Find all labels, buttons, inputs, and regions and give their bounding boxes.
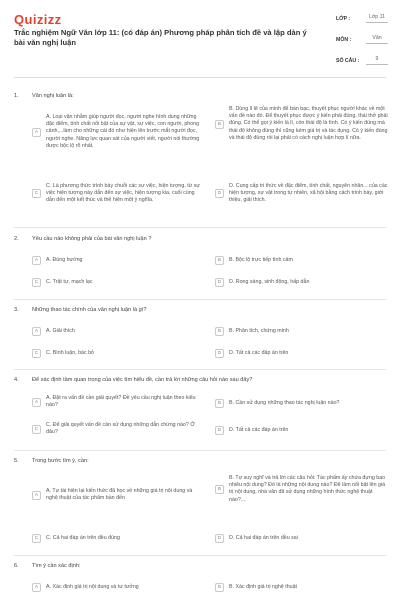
option-text: A. Xác định giá trị nội dung và tư tưởng [46,583,139,590]
question-number: 5. [14,458,19,464]
worksheet-title: Trắc nghiệm Ngữ Văn lớp 11: (có đáp án) Phương pháp phân tích đề và lập dàn ý bài văn nghị luận [14,28,307,47]
option-text: D. Cả hai đáp án trên đều sai [229,534,298,541]
option-letter: A [32,583,41,592]
subject-label: MÔN : [336,37,352,43]
option-text: D. Tất cả các đáp án trên [229,349,289,356]
question-number: 2. [14,236,19,242]
option-text: B. Tự suy nghĩ và trả lời các câu hỏi: Tác phẩm ấy chứa đựng bao nhiêu nội dung? Đó là những nội dung nào? Để làm nổi bật lên giá trị nội dung, nhà văn đã sử dụng những hình thức nghệ thuật nào?... [229,475,386,503]
option-letter: C [32,349,41,358]
class-value: Lớp 11 [366,14,388,23]
header-divider [14,77,386,78]
option-a[interactable] [32,583,202,592]
question-divider [14,227,386,228]
option-letter: B [215,399,224,408]
worksheet-header [0,0,400,72]
option-text: A. Đúng hướng [46,256,83,263]
option-letter: D [215,189,224,198]
option-a[interactable] [32,114,202,150]
option-letter: C [32,278,41,287]
count-label: SỐ CÂU : [336,58,360,64]
question-number: 3. [14,307,19,313]
meta-subject-row [336,35,390,56]
option-a[interactable] [32,395,202,409]
option-text: C. Là phương thức trình bày chuỗi các sự việc, hiện tượng, từ sự việc hiện tượng này dẫn đến sự việc, hiện tượng kia, cuối cùng dẫn đến một kết thúc và thể hiện một ý nghĩa. [46,183,200,204]
question-number: 1. [14,93,19,99]
question-number: 4. [14,377,19,383]
option-letter: D [215,278,224,287]
option-b[interactable] [215,106,390,142]
option-text: B. Xác định giá trị nghệ thuật [229,583,298,590]
option-text: B. Cần sử dụng những thao tác nghị luận nào? [229,399,340,406]
option-text: D. Cung cấp tri thức về đặc điểm, tính chất, nguyên nhân... của các hiện tượng, sự vật trong tự nhiên, xã hội bằng cách trình bày, giới thiệu, giải thích. [229,183,388,204]
option-a[interactable] [32,256,202,265]
option-text: A. Đặt ra vấn đề cần giải quyết? Đề yêu cầu nghị luận theo kiểu nào? [46,395,196,409]
option-a[interactable] [32,327,202,336]
worksheet-meta [336,14,390,77]
meta-class-row [336,14,390,35]
option-letter: B [215,327,224,336]
question-divider [14,555,386,556]
option-text: D. Tất cả các đáp án trên [229,426,289,433]
option-letter: B [215,120,224,129]
option-c[interactable] [32,422,202,436]
question-number: 6. [14,563,19,569]
option-letter: B [215,583,224,592]
option-text: A. Loại văn nhằm giúp người đọc, người nghe hình dung những đặc điểm, tính chất nổi bật của sự vật, sự việc, con người, phong cảnh,...làm cho những cái đó như hiện lên trước mắt người đọc, người nghe. Năng lực quan sát của người viết, người nói thường được bộc lộ rõ nhất. [46,114,200,149]
option-b[interactable] [215,475,390,504]
option-d[interactable] [215,183,390,205]
question-text: Để xác định tầm quan trọng của việc tìm hiểu đề, cần trả lời những câu hỏi nào sau đây? [32,377,253,383]
option-text: C. Để giải quyết vấn đề cần sử dụng những dẫn chứng nào? Ở đâu? [46,422,195,436]
option-letter: A [32,256,41,265]
option-text: C. Cả hai đáp án trên đều đúng [46,534,120,541]
option-d[interactable] [215,278,390,287]
question-divider [14,450,386,451]
option-d[interactable] [215,349,390,358]
option-letter: A [32,491,41,500]
question-text: Những thao tác chính của văn nghị luận là gì? [32,307,147,313]
subject-value: Văn [366,35,388,44]
option-letter: A [32,398,41,407]
meta-count-row [336,56,390,77]
question-divider [14,299,386,300]
option-letter: D [215,534,224,543]
option-letter: C [32,534,41,543]
quizizz-logo: Quizizz [14,12,62,27]
option-b[interactable] [215,583,390,592]
option-text: D. Rong sáng, sinh động, hấp dẫn [229,278,310,285]
question-text: Trong bước tìm ý, cần: [32,458,89,464]
question-text: Yêu cầu nào không phải của bài văn nghị luận ? [32,236,152,242]
option-text: B. Phân tích, chứng minh [229,327,289,334]
option-letter: A [32,327,41,336]
option-letter: C [32,425,41,434]
option-letter: B [215,256,224,265]
option-text: C. Bình luận, bác bỏ [46,349,94,356]
option-letter: D [215,349,224,358]
option-text: B. Dùng lí lẽ của mình để bàn bạc, thuyết phục người khác về một vấn đề nào đó. Để thuyết phục được ý kiến phải đúng, thái thở phải đúng. Có thể gọi ý kiến là lí, còn thái độ là tình. Có ý kiến đúng mà thái độ không đúng thì cũng kém giá trị và tác dụng. Có ý kiến đúng và thái độ đúng rồi lại phải có cách nghị luận hợp lí nữa. [229,106,388,141]
option-d[interactable] [215,426,390,435]
question-text: Văn nghị luận là: [32,93,74,99]
option-c[interactable] [32,534,202,543]
option-b[interactable] [215,327,390,336]
option-b[interactable] [215,399,390,408]
option-a[interactable] [32,488,202,502]
option-letter: D [215,426,224,435]
option-text: B. Bộc lộ trực tiếp tình cảm [229,256,293,263]
option-letter: A [32,128,41,137]
option-letter: B [215,485,224,494]
option-text: C. Trật tự, mạch lạc [46,278,93,285]
option-c[interactable] [32,278,202,287]
option-b[interactable] [215,256,390,265]
question-text: Tìm ý cần xác định: [32,563,81,569]
option-c[interactable] [32,349,202,358]
count-value: 9 [366,56,388,65]
option-letter: C [32,189,41,198]
option-d[interactable] [215,534,390,543]
option-text: A. Tự tái hiện lại kiến thức đã học về những giá trị nội dung và nghệ thuật của tác phẩm bàn đến [46,488,193,502]
option-c[interactable] [32,183,202,205]
option-text: A. Giải thích [46,327,75,334]
class-label: LỚP : [336,16,351,22]
question-divider [14,369,386,370]
